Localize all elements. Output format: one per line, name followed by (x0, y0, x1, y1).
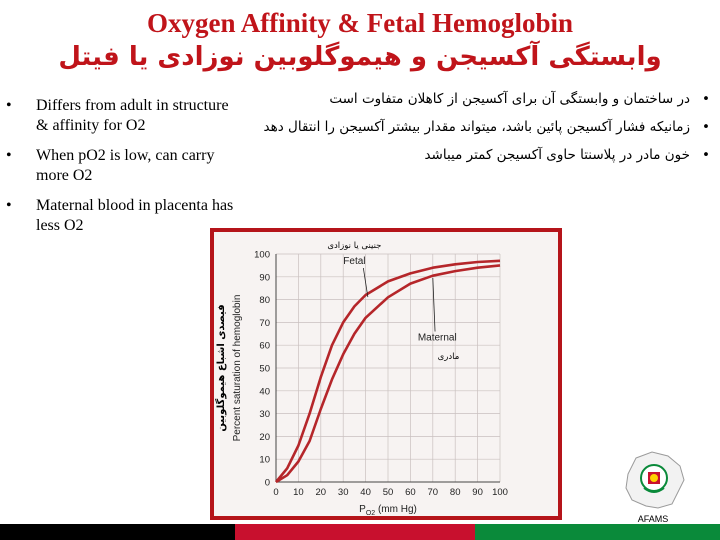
y-tick-label: 0 (264, 477, 270, 489)
english-bullet: • When pO2 is low, can carry more O2 (6, 146, 236, 186)
y-tick-label: 80 (259, 295, 270, 307)
slide-title-dari: وابستگی آکسیجن و هیموگلوبین نوزادی یا فیتل (58, 42, 662, 72)
x-tick-label: 20 (315, 487, 327, 498)
oxygen-dissociation-chart (210, 228, 562, 520)
y-tick-label: 40 (259, 386, 270, 398)
logo-caption: AFAMS (637, 514, 669, 524)
chart-canvas (214, 232, 558, 516)
x-tick-label: 30 (337, 487, 349, 498)
y-tick-label: 10 (259, 454, 270, 466)
y-tick-label: 100 (254, 249, 270, 261)
x-tick-label: 70 (427, 487, 439, 498)
dari-bullet: • زمانیکه فشار آکسیجن پائین باشد، میتواند مقدار بیشتر آکسیجن را انتقال دهد (250, 116, 710, 138)
english-bullet-list (6, 96, 236, 246)
x-tick-label: 80 (449, 487, 461, 498)
fetal-label: Fetal (343, 256, 366, 267)
x-tick-label: 60 (405, 487, 416, 498)
maternal-label-dari: مادری (437, 351, 460, 362)
x-tick-label: 50 (382, 487, 394, 498)
footer-bar-red (235, 524, 475, 540)
footer-bar-black (0, 524, 235, 540)
afams-logo-icon (622, 448, 688, 512)
x-axis-label: $P_{O2}$ (mm Hg) (359, 504, 417, 516)
x-tick-label: 40 (360, 487, 371, 498)
x-tick-label: 0 (273, 487, 279, 498)
x-tick-label: 10 (293, 487, 304, 498)
dari-bullet-list (250, 88, 710, 172)
x-tick-label: 90 (472, 487, 483, 498)
y-axis-label: Percent saturation of hemoglobin (232, 294, 243, 442)
fetal-label-dari: جنینی یا نوزادی (327, 241, 382, 251)
y-tick-label: 20 (259, 431, 270, 443)
y-tick-label: 90 (259, 272, 270, 284)
y-tick-label: 30 (259, 409, 270, 421)
y-tick-label: 60 (259, 340, 270, 352)
dari-bullet: • در ساختمان و وابستگی آن برای آکسیجن از کاهلان متفاوت است (250, 88, 710, 110)
y-tick-label: 70 (259, 317, 270, 329)
x-tick-label: 100 (492, 487, 508, 498)
y-axis-label-dari: فیصدی اشباع هیموگلوبین (216, 304, 227, 432)
english-bullet: • Differs from adult in structure & affinity for O2 (6, 96, 236, 136)
y-tick-label: 50 (259, 363, 270, 375)
slide-title-english: Oxygen Affinity & Fetal Hemoglobin (147, 8, 573, 38)
maternal-label: Maternal (417, 332, 457, 344)
footer-bar-green (475, 524, 720, 540)
dari-bullet: • خون مادر در پلاسنتا حاوی آکسیجن کمتر میباشد (250, 144, 710, 166)
english-bullet: • Maternal blood in placenta has less O2 (6, 196, 236, 236)
